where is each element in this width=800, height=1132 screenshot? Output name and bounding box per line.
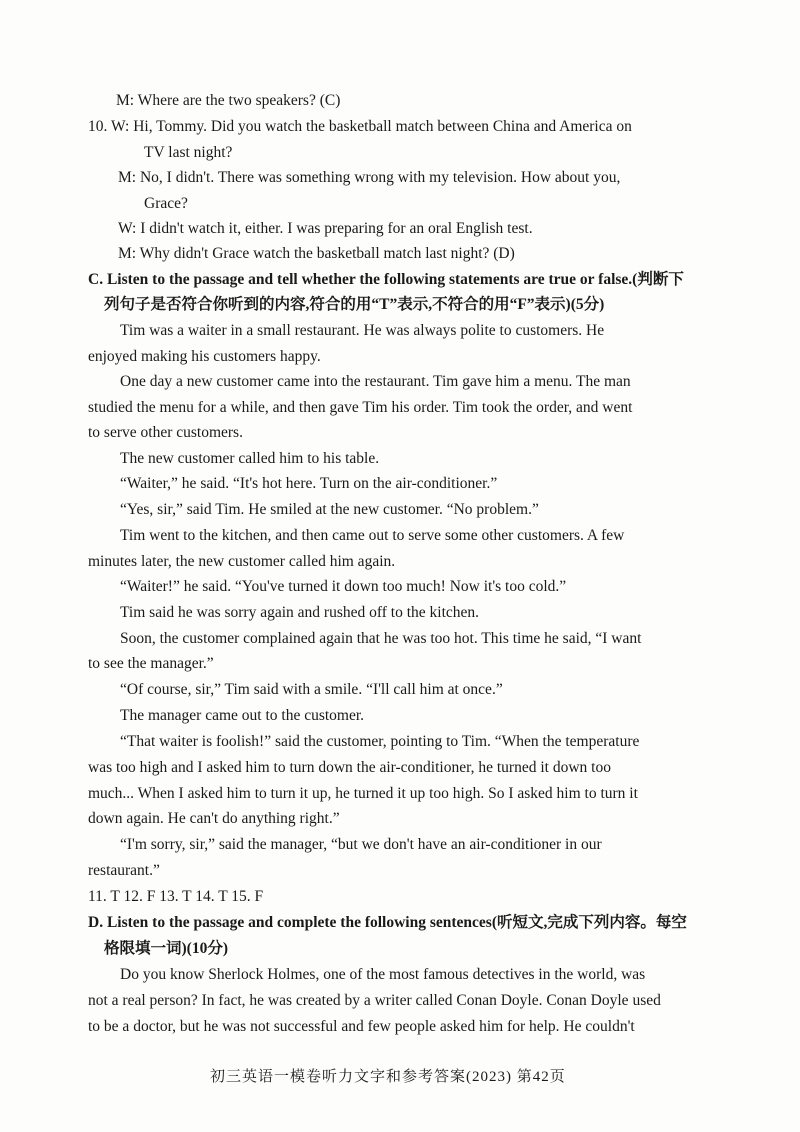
text-line: Do you know Sherlock Holmes, one of the most famous detectives in the world, was [120,966,646,983]
text-line: “Waiter,” he said. “It's hot here. Turn on the air-conditioner.” [120,475,498,492]
text-line: The new customer called him to his table. [120,450,380,467]
section-d-heading: D. Listen to the passage and complete the following sentences(听短文,完成下列内容。每空 [88,914,687,931]
text-line: M: Why didn't Grace watch the basketball match last night? (D) [118,245,515,262]
text-line: down again. He can't do anything right.” [88,810,340,827]
text-line: to see the manager.” [88,655,214,672]
text-line: Grace? [144,195,188,212]
text-line: to be a doctor, but he was not successful and few people asked him for help. He couldn't [88,1018,635,1035]
section-c-heading: C. Listen to the passage and tell whether the following statements are true or false.(判断下 [88,271,684,288]
answers-line: 11. T 12. F 13. T 14. T 15. F [88,888,264,905]
text-line: restaurant.” [88,862,160,879]
text-line: Soon, the customer complained again that he was too hot. This time he said, “I want [120,630,642,647]
text-line: “That waiter is foolish!” said the customer, pointing to Tim. “When the temperature [120,733,640,750]
section-c-heading-cont: 列句子是否符合你听到的内容,符合的用“T”表示,不符合的用“F”表示)(5分) [104,296,605,313]
page-footer: 初三英语一模卷听力文字和参考答案(2023) 第42页 [210,1069,566,1085]
text-line: “I'm sorry, sir,” said the manager, “but we don't have an air-conditioner in our [120,836,602,853]
text-line: W: I didn't watch it, either. I was preparing for an oral English test. [118,220,533,237]
text-line: “Waiter!” he said. “You've turned it down too much! Now it's too cold.” [120,578,567,595]
text-line: M: Where are the two speakers? (C) [116,92,341,109]
text-line: M: No, I didn't. There was something wrong with my television. How about you, [118,169,621,186]
text-line: 10. W: Hi, Tommy. Did you watch the basketball match between China and America on [88,118,632,135]
text-line: not a real person? In fact, he was created by a writer called Conan Doyle. Conan Doyle used [88,992,661,1009]
text-line: Tim was a waiter in a small restaurant. He was always polite to customers. He [120,322,605,339]
text-line: was too high and I asked him to turn down the air-conditioner, he turned it down too [88,759,611,776]
section-d-heading-cont: 格限填一词)(10分) [104,940,228,957]
text-line: “Yes, sir,” said Tim. He smiled at the new customer. “No problem.” [120,501,539,518]
text-line: to serve other customers. [88,424,243,441]
text-line: studied the menu for a while, and then gave Tim his order. Tim took the order, and went [88,399,633,416]
text-line: TV last night? [144,144,233,161]
text-line: minutes later, the new customer called him again. [88,553,396,570]
text-line: One day a new customer came into the restaurant. Tim gave him a menu. The man [120,373,631,390]
text-line: “Of course, sir,” Tim said with a smile. “I'll call him at once.” [120,681,503,698]
text-line: The manager came out to the customer. [120,707,365,724]
text-line: enjoyed making his customers happy. [88,348,321,365]
text-line: Tim went to the kitchen, and then came out to serve some other customers. A few [120,527,625,544]
text-line: Tim said he was sorry again and rushed off to the kitchen. [120,604,480,621]
text-line: much... When I asked him to turn it up, he turned it up too high. So I asked him to turn it [88,785,638,802]
